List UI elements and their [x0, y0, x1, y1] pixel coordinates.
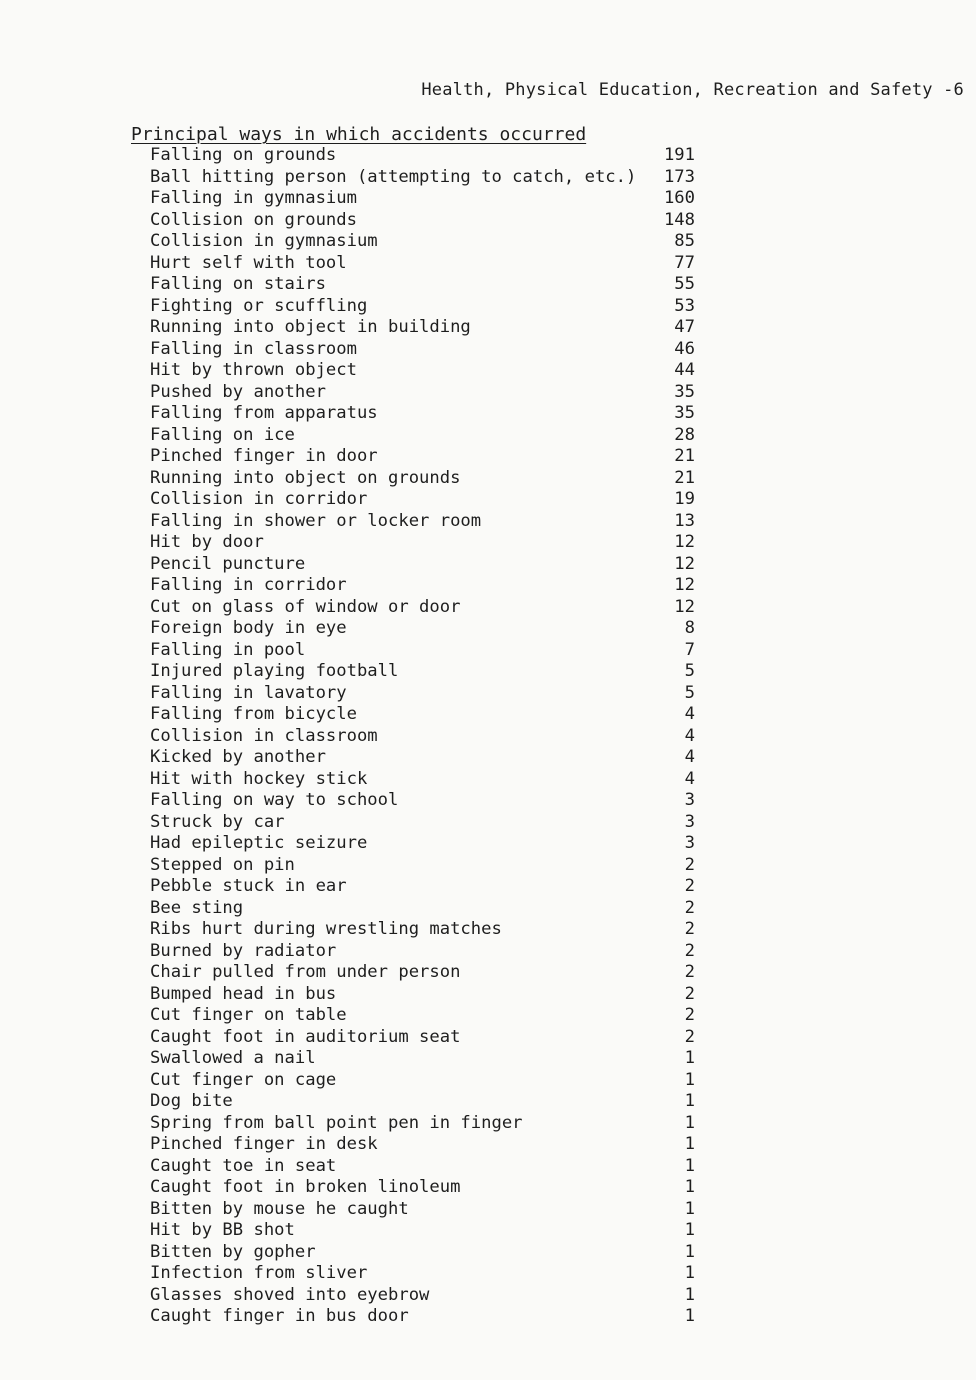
- accident-count: 1: [684, 1263, 695, 1283]
- accident-cause: Falling from bicycle: [150, 704, 357, 724]
- accident-count: 77: [674, 252, 695, 273]
- accident-cause: Dog bite: [150, 1091, 233, 1111]
- accident-count: 1: [684, 1091, 695, 1111]
- accident-cause: Falling in lavatory: [150, 682, 347, 703]
- accident-cause: Stepped on pin: [150, 854, 295, 875]
- list-item: [131, 898, 711, 920]
- accident-count: 13: [674, 510, 695, 531]
- accident-cause: Caught foot in auditorium seat: [150, 1026, 461, 1047]
- list-item: [131, 962, 711, 984]
- accident-cause: Falling in classroom: [150, 338, 357, 359]
- accident-count: 2: [684, 962, 695, 982]
- list-item: [131, 511, 711, 533]
- accident-cause: Hit by BB shot: [150, 1220, 295, 1240]
- list-item: [131, 1220, 711, 1242]
- accident-cause: Falling on grounds: [150, 145, 337, 165]
- list-item: [131, 640, 711, 662]
- list-item: [131, 812, 711, 834]
- list-item: [131, 1113, 711, 1135]
- accident-cause: Bee sting: [150, 897, 244, 918]
- accident-count: 3: [684, 833, 695, 853]
- accident-count: 1: [684, 1241, 695, 1262]
- accident-count: 1: [684, 1177, 695, 1197]
- list-item: [131, 1070, 711, 1092]
- list-item: [131, 597, 711, 619]
- running-header: Health, Physical Education, Recreation and Safety -6: [421, 80, 964, 100]
- list-item: [131, 661, 711, 683]
- list-item: [131, 339, 711, 361]
- list-item: [131, 1005, 711, 1027]
- list-item: [131, 532, 711, 554]
- accident-cause: Running into object on grounds: [150, 467, 461, 488]
- accident-count: 12: [674, 596, 695, 617]
- list-item: [131, 618, 711, 640]
- accident-count: 21: [674, 467, 695, 488]
- accident-cause: Falling in corridor: [150, 575, 347, 595]
- list-item: [131, 425, 711, 447]
- accident-count: 1: [684, 1220, 695, 1240]
- list-item: [131, 231, 711, 253]
- accident-cause: Cut finger on table: [150, 1005, 347, 1025]
- accident-count: 191: [663, 145, 695, 165]
- accident-cause: Bitten by gopher: [150, 1241, 316, 1262]
- list-item: [131, 317, 711, 339]
- accident-cause: Fighting or scuffling: [150, 295, 368, 316]
- list-item: [131, 704, 711, 726]
- accident-cause: Hit by thrown object: [150, 360, 357, 380]
- list-item: [131, 188, 711, 210]
- accident-count: 47: [674, 317, 695, 337]
- accident-cause: Pencil puncture: [150, 553, 306, 574]
- accident-cause: Caught finger in bus door: [150, 1306, 409, 1326]
- list-item: [131, 941, 711, 963]
- accident-count: 2: [684, 854, 695, 875]
- accident-cause: Collision in corridor: [150, 489, 368, 509]
- list-item: [131, 1242, 711, 1264]
- list-item: [131, 683, 711, 705]
- list-item: [131, 1199, 711, 1221]
- accident-cause: Spring from ball point pen in finger: [150, 1112, 523, 1133]
- list-item: [131, 1048, 711, 1070]
- accident-count: 148: [663, 209, 695, 230]
- accident-cause: Pushed by another: [150, 381, 326, 402]
- list-item: [131, 1091, 711, 1113]
- list-item: [131, 1285, 711, 1307]
- accident-count: 35: [674, 403, 695, 423]
- list-item: [131, 769, 711, 791]
- accident-cause: Hurt self with tool: [150, 252, 347, 273]
- accident-count: 35: [674, 381, 695, 402]
- accident-cause: Pinched finger in desk: [150, 1134, 378, 1154]
- section-title: Principal ways in which accidents occurred: [131, 124, 587, 145]
- accident-count: 53: [674, 295, 695, 316]
- accident-count: 3: [684, 811, 695, 832]
- accident-count: 46: [674, 338, 695, 359]
- list-item: [131, 726, 711, 748]
- accident-cause: Ribs hurt during wrestling matches: [150, 919, 502, 939]
- accident-cause: Caught toe in seat: [150, 1155, 337, 1176]
- accident-count: 7: [684, 639, 695, 660]
- list-item: [131, 1177, 711, 1199]
- list-item: [131, 855, 711, 877]
- accident-cause: Burned by radiator: [150, 940, 337, 961]
- accident-cause: Falling on stairs: [150, 274, 326, 294]
- accident-cause: Hit by door: [150, 532, 264, 552]
- accident-count: 21: [674, 446, 695, 466]
- accident-count: 2: [684, 1026, 695, 1047]
- accident-count: 85: [674, 231, 695, 251]
- accident-count: 1: [684, 1069, 695, 1090]
- accident-count: 1: [684, 1306, 695, 1326]
- accident-count: 12: [674, 553, 695, 574]
- accident-count: 28: [674, 424, 695, 445]
- list-item: [131, 403, 711, 425]
- accident-cause: Falling in pool: [150, 639, 306, 660]
- list-item: [131, 360, 711, 382]
- accident-count: 1: [684, 1134, 695, 1154]
- accident-cause: Chair pulled from under person: [150, 962, 461, 982]
- list-item: [131, 446, 711, 468]
- accident-count: 44: [674, 360, 695, 380]
- accident-cause: Pebble stuck in ear: [150, 876, 347, 896]
- list-item: [131, 554, 711, 576]
- accident-cause: Injured playing football: [150, 661, 399, 681]
- list-item: [131, 1134, 711, 1156]
- list-item: [131, 919, 711, 941]
- accident-cause: Cut finger on cage: [150, 1069, 337, 1090]
- accident-count: 2: [684, 983, 695, 1004]
- accident-count: 5: [684, 682, 695, 703]
- accident-cause: Falling in gymnasium: [150, 188, 357, 208]
- accident-cause: Falling in shower or locker room: [150, 510, 482, 531]
- accident-ways-section: [131, 124, 711, 1328]
- accident-count: 4: [684, 768, 695, 789]
- accident-list: [131, 145, 711, 1328]
- accident-count: 2: [684, 876, 695, 896]
- list-item: [131, 468, 711, 490]
- list-item: [131, 575, 711, 597]
- accident-count: 2: [684, 919, 695, 939]
- accident-count: 1: [684, 1155, 695, 1176]
- accident-cause: Falling from apparatus: [150, 403, 378, 423]
- accident-count: 160: [663, 188, 695, 208]
- list-item: [131, 1306, 711, 1328]
- accident-cause: Had epileptic seizure: [150, 833, 368, 853]
- list-item: [131, 382, 711, 404]
- accident-count: 3: [684, 790, 695, 810]
- list-item: [131, 876, 711, 898]
- accident-count: 55: [674, 274, 695, 294]
- accident-cause: Swallowed a nail: [150, 1048, 316, 1068]
- accident-count: 12: [674, 532, 695, 552]
- accident-cause: Collision in classroom: [150, 725, 378, 746]
- list-item: [131, 167, 711, 189]
- accident-cause: Falling on ice: [150, 424, 295, 445]
- accident-count: 2: [684, 940, 695, 961]
- list-item: [131, 747, 711, 769]
- accident-cause: Bitten by mouse he caught: [150, 1198, 409, 1219]
- accident-count: 4: [684, 704, 695, 724]
- accident-count: 8: [684, 618, 695, 638]
- list-item: [131, 1263, 711, 1285]
- accident-count: 2: [684, 897, 695, 918]
- accident-cause: Falling on way to school: [150, 790, 399, 810]
- accident-cause: Struck by car: [150, 811, 285, 832]
- accident-count: 5: [684, 661, 695, 681]
- accident-cause: Collision on grounds: [150, 209, 357, 230]
- accident-count: 2: [684, 1005, 695, 1025]
- accident-cause: Infection from sliver: [150, 1263, 368, 1283]
- accident-cause: Bumped head in bus: [150, 983, 337, 1004]
- accident-cause: Caught foot in broken linoleum: [150, 1177, 461, 1197]
- accident-cause: Kicked by another: [150, 747, 326, 767]
- accident-cause: Foreign body in eye: [150, 618, 347, 638]
- accident-cause: Cut on glass of window or door: [150, 596, 461, 617]
- accident-cause: Collision in gymnasium: [150, 231, 378, 251]
- accident-count: 1: [684, 1284, 695, 1305]
- list-item: [131, 1027, 711, 1049]
- accident-cause: Hit with hockey stick: [150, 768, 368, 789]
- list-item: [131, 210, 711, 232]
- accident-count: 19: [674, 489, 695, 509]
- list-item: [131, 833, 711, 855]
- accident-count: 1: [684, 1112, 695, 1133]
- list-item: [131, 790, 711, 812]
- accident-cause: Glasses shoved into eyebrow: [150, 1284, 430, 1305]
- accident-cause: Ball hitting person (attempting to catch, etc.): [150, 166, 637, 187]
- list-item: [131, 145, 711, 167]
- accident-count: 1: [684, 1048, 695, 1068]
- list-item: [131, 296, 711, 318]
- list-item: [131, 1156, 711, 1178]
- accident-cause: Running into object in building: [150, 317, 471, 337]
- list-item: [131, 253, 711, 275]
- accident-cause: Pinched finger in door: [150, 446, 378, 466]
- list-item: [131, 984, 711, 1006]
- accident-count: 12: [674, 575, 695, 595]
- list-item: [131, 489, 711, 511]
- accident-count: 4: [684, 725, 695, 746]
- accident-count: 173: [663, 166, 695, 187]
- list-item: [131, 274, 711, 296]
- accident-count: 1: [684, 1198, 695, 1219]
- accident-count: 4: [684, 747, 695, 767]
